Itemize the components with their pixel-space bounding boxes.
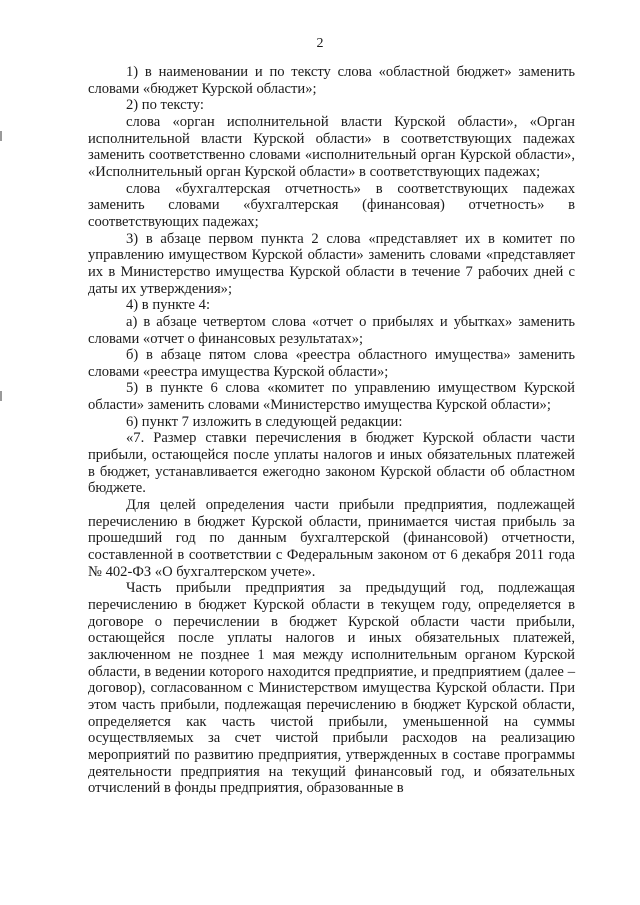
document-body	[88, 64, 575, 797]
paragraph-clause-7: «7. Размер ставки перечисления в бюджет Курской области части прибыли, остающейся после уплаты налогов и иных обязательных платежей в бюджет, устанавливается ежегодно законом Курской области об областном бюджете.	[88, 430, 575, 497]
page-number: 2	[316, 36, 324, 51]
paragraph-net-profit: Для целей определения части прибыли предприятия, подлежащей перечислению в бюджет Курской области, принимается чистая прибыль за прошедший год по данным бухгалтерской (финансовой) отчетности, составленной в соответствии с Федеральным законом от 6 декабря 2011 года № 402-ФЗ «О бухгалтерском учете».	[88, 497, 575, 580]
scan-margin-mark	[0, 131, 2, 141]
paragraph-item-4a: а) в абзаце четвертом слова «отчет о прибылях и убытках» заменить словами «отчет о финансовых результатах»;	[88, 313, 575, 347]
paragraph-item-2: 2) по тексту:	[126, 97, 204, 114]
paragraph-item-3: 3) в абзаце первом пункта 2 слова «представляет их в комитет по управлению имуществом Курской области» заменить словами «представляет их в Министерство имущества Курской области в течение 7 рабочих дней с даты их утверждения»;	[88, 230, 575, 297]
paragraph-item-4b: б) в абзаце пятом слова «реестра областного имущества» заменить словами «реестра имущества Курской области»;	[88, 347, 575, 380]
paragraph-replace-reporting: слова «бухгалтерская отчетность» в соответствующих падежах заменить словами «бухгалтерская (финансовая) отчетность» в соответствующих падежах;	[88, 180, 575, 230]
paragraph-replace-organ: слова «орган исполнительной власти Курской области», «Орган исполнительной власти Курской области» в соответствующих падежах заменить соответственно словами «исполнительный орган Курской области», «Исполнительный орган Курской области» в соответствующих падежах;	[88, 113, 575, 180]
scan-margin-mark	[0, 391, 2, 401]
paragraph-item-4: 4) в пункте 4:	[126, 297, 211, 314]
paragraph-item-5: 5) в пункте 6 слова «комитет по управлению имуществом Курской области» заменить словами «Министерство имущества Курской области»;	[88, 380, 575, 414]
paragraph-item-6: 6) пункт 7 изложить в следующей редакции:	[126, 413, 403, 430]
paragraph-profit-share: Часть прибыли предприятия за предыдущий год, подлежащая перечислению в бюджет Курской области в текущем году, определяется в договоре о перечислении в бюджет Курской области части прибыли, остающейся после уплаты налогов и иных обязательных платежей, заключенном не позднее 1 мая между исполнительным органом Курской области, в ведении которого находится предприятие, и предприятием (далее – договор), согласованном с Министерством имущества Курской области. При этом часть прибыли, подлежащая перечислению в бюджет Курской области, определяется как часть чистой прибыли, уменьшенной на суммы осуществляемых за счет чистой прибыли расходов на реализацию мероприятий по развитию предприятия, утвержденных в составе программы деятельности предприятия на текущий финансовый год, и обязательных отчислений в фонды предприятия, образованные в	[88, 580, 575, 797]
paragraph-item-1: 1) в наименовании и по тексту слова «областной бюджет» заменить словами «бюджет Курской области»;	[88, 64, 575, 97]
